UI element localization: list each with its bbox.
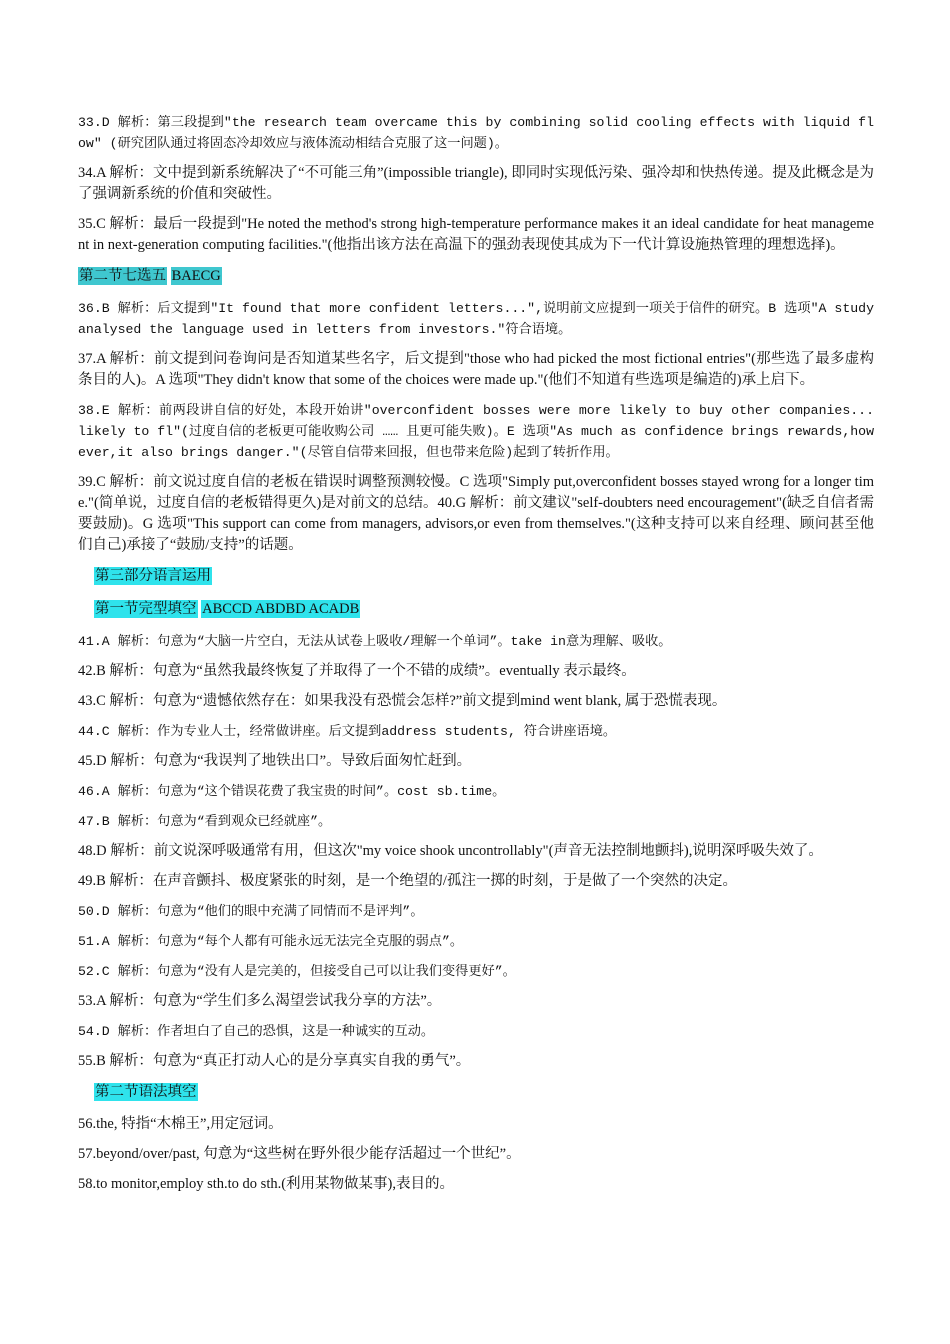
answer-58: 58.to monitor,employ sth.to do sth.(利用某物做某事),表目的。 bbox=[78, 1176, 455, 1192]
answer-34: 34.A 解析：文中提到新系统解决了“不可能三角”(impossible triangle), 即同时实现低污染、强冷却和快热传递。提及此概念是为了强调新系统的价值和突破性。 bbox=[78, 165, 874, 202]
section-answer-key: ABCCD ABDBD ACADB bbox=[202, 601, 360, 617]
answer-56: 56.the, 特指“木棉王”,用定冠词。 bbox=[78, 1116, 283, 1132]
answer-38: 38.E 解析：前两段讲自信的好处，本段开始讲"overconfident bosses were more likely to buy other companies... likely to fl"(过度自信的老板更可能收购公司 …… 且更可能失败)。E 选项"As much as confidence brings rewards,however,it also brings danger."(尽管自信带来回报，但也带来危险)起到了转折作用。 bbox=[78, 403, 874, 460]
answer-49: 49.B 解析：在声音颤抖、极度紧张的时刻，是一个绝望的/孤注一掷的时刻，于是做了一个突然的决定。 bbox=[78, 873, 737, 889]
answer-41: 41.A 解析：句意为“大脑一片空白，无法从试卷上吸收/理解一个单词”。take in意为理解、吸收。 bbox=[78, 634, 672, 649]
section-label: 第二节七选五 bbox=[79, 268, 166, 284]
answer-53: 53.A 解析：句意为“学生们多么渴望尝试我分享的方法”。 bbox=[78, 993, 442, 1009]
answer-46: 46.A 解析：句意为“这个错误花费了我宝贵的时间”。cost sb.time。 bbox=[78, 784, 506, 799]
answer-57: 57.beyond/over/past, 句意为“这些树在野外很少能存活超过一个世纪”。 bbox=[78, 1146, 521, 1162]
answer-36: 36.B 解析：后文提到"It found that more confident letters...",说明前文应提到一项关于信件的研究。B 选项"A study analysed the language used in letters from investors."符合语境。 bbox=[78, 301, 874, 337]
answer-37: 37.A 解析：前文提到问卷询问是否知道某些名字，后文提到"those who had picked the most fictional entries"(那些选了最多虚构条目的人)。A 选项"They didn't know that some of the choices were made up."(他们不知道有些选项是编造的)承上启下。 bbox=[78, 351, 874, 388]
section-heading-cloze bbox=[94, 598, 874, 621]
answer-44: 44.C 解析：作为专业人士，经常做讲座。后文提到address students, 符合讲座语境。 bbox=[78, 724, 617, 739]
answer-42: 42.B 解析：句意为“虽然我最终恢复了并取得了一个不错的成绩”。eventually 表示最终。 bbox=[78, 663, 636, 679]
part-heading-language-use bbox=[94, 565, 874, 588]
answer-45: 45.D 解析：句意为“我误判了地铁出口”。导致后面匆忙赶到。 bbox=[78, 753, 472, 769]
answer-33: 33.D 解析：第三段提到"the research team overcame this by combining solid cooling effects with liquid flow" (研究团队通过将固态冷却效应与液体流动相结合克服了这一问题)。 bbox=[78, 115, 874, 151]
answer-47: 47.B 解析：句意为“看到观众已经就座”。 bbox=[78, 814, 332, 829]
answer-50: 50.D 解析：句意为“他们的眼中充满了同情而不是评判”。 bbox=[78, 904, 424, 919]
answer-document bbox=[78, 112, 874, 1204]
section-answer-key: BAECG bbox=[171, 268, 221, 284]
section-heading-seven-choose-five bbox=[78, 265, 874, 288]
section-heading-grammar-fill bbox=[94, 1081, 874, 1104]
answer-48: 48.D 解析：前文说深呼吸通常有用，但这次"my voice shook uncontrollably"(声音无法控制地颤抖),说明深呼吸失效了。 bbox=[78, 843, 823, 859]
section-label: 第一节完型填空 bbox=[95, 601, 197, 617]
answer-35: 35.C 解析：最后一段提到"He noted the method's strong high-temperature performance makes it an ideal candidate for heat management in next-generation computing facilities."(他指出该方法在高温下的强劲表现使其成为下一代计算设施热管理的理想选择)。 bbox=[78, 216, 874, 253]
answer-43: 43.C 解析：句意为“遗憾依然存在：如果我没有恐慌会怎样?”前文提到mind went blank, 属于恐慌表现。 bbox=[78, 693, 727, 709]
answer-55: 55.B 解析：句意为“真正打动人心的是分享真实自我的勇气”。 bbox=[78, 1053, 471, 1069]
answer-51: 51.A 解析：句意为“每个人都有可能永远无法完全克服的弱点”。 bbox=[78, 934, 464, 949]
answer-39-40: 39.C 解析：前文说过度自信的老板在错误时调整预测较慢。C 选项"Simply put,overconfident bosses stayed wrong for a longer time."(简单说，过度自信的老板错得更久)是对前文的总结。40.G 解析：前文建议"self-doubters need encouragement"(缺乏自信者需要鼓励)。G 选项"This support can come from managers, advisors,or even from themselves."(这种支持可以来自经理、顾问甚至他们自己)承接了“鼓励/支持”的话题。 bbox=[78, 474, 874, 553]
part-label: 第三部分语言运用 bbox=[95, 568, 211, 584]
answer-54: 54.D 解析：作者坦白了自己的恐惧，这是一种诚实的互动。 bbox=[78, 1024, 435, 1039]
answer-52: 52.C 解析：句意为“没有人是完美的，但接受自己可以让我们变得更好”。 bbox=[78, 964, 516, 979]
section-label: 第二节语法填空 bbox=[95, 1084, 197, 1100]
